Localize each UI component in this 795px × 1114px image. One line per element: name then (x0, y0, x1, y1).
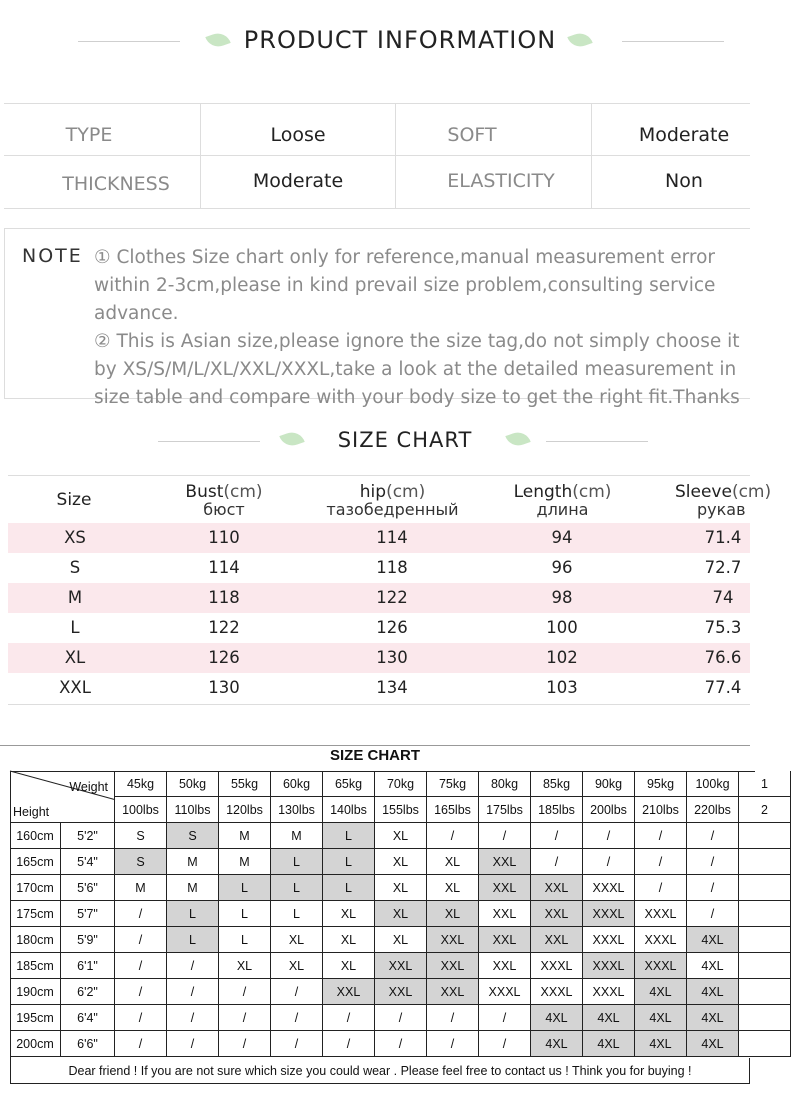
height-axis-label: Height (13, 805, 50, 819)
table-cell: 71.4 (704, 528, 742, 547)
size-cell: XL (271, 953, 323, 979)
size-cell: XXL (531, 875, 583, 901)
table-row (8, 523, 750, 553)
size-cell: / (635, 823, 687, 849)
size-cell: XL (323, 953, 375, 979)
height-ft: 5'4" (61, 849, 115, 875)
col-header-size: Size (56, 490, 92, 510)
size-cell: XXL (375, 979, 427, 1005)
weight-axis-label: Weight (69, 780, 108, 794)
size-cell: / (427, 1031, 479, 1057)
size-cell (739, 1005, 791, 1031)
elasticity-label: ELASTICITY (447, 170, 555, 192)
size-cell: XXL (427, 979, 479, 1005)
soft-value: Moderate (638, 124, 730, 146)
size-cell: 4XL (531, 1031, 583, 1057)
size-cell (739, 823, 791, 849)
size-cell: XXL (375, 953, 427, 979)
soft-label: SOFT (447, 124, 497, 146)
weight-kg-header: 55kg (219, 771, 271, 797)
weight-kg-header: 85kg (531, 771, 583, 797)
size-cell: 4XL (687, 953, 739, 979)
height-ft: 6'1" (61, 953, 115, 979)
size-cell: S (115, 849, 167, 875)
size-cell: L (323, 849, 375, 875)
size-cell: XXXL (583, 953, 635, 979)
size-cell: L (219, 927, 271, 953)
size-cell: / (219, 1005, 271, 1031)
size-cell: 4XL (687, 1031, 739, 1057)
size-cell: / (115, 901, 167, 927)
size-cell: XL (271, 927, 323, 953)
note-line-2: ② This is Asian size,please ignore the size tag,do not simply choose it by XS/S/M/L/XL/XXL/XXXL,take a look at the detailed measurement in size table and compare with your body size to get the right fit.Thanks (94, 331, 740, 408)
size-cell: XXXL (479, 979, 531, 1005)
table-cell: 118 (376, 558, 408, 577)
size-cell: 4XL (635, 979, 687, 1005)
weight-lbs-header: 2 (739, 797, 791, 823)
size-cell: / (271, 1031, 323, 1057)
elasticity-value: Non (665, 170, 703, 192)
height-cm: 185cm (10, 953, 61, 979)
thickness-value: Moderate (252, 170, 344, 192)
height-ft: 5'7" (61, 901, 115, 927)
table-cell: XXL (59, 678, 91, 697)
size-cell: M (115, 875, 167, 901)
size-cell: XL (323, 927, 375, 953)
size-cell: XXXL (583, 979, 635, 1005)
height-cm: 195cm (10, 1005, 61, 1031)
size-cell: 4XL (687, 927, 739, 953)
height-ft: 6'4" (61, 1005, 115, 1031)
size-cell: S (115, 823, 167, 849)
size-cell: XXXL (583, 875, 635, 901)
size-cell: XXL (427, 953, 479, 979)
size-cell: / (271, 979, 323, 1005)
col-header-bust: Bust(cm) бюст (185, 482, 263, 519)
size-cell: / (271, 1005, 323, 1031)
height-cm: 160cm (10, 823, 61, 849)
corner-cell (10, 771, 115, 823)
size-cell: L (271, 875, 323, 901)
note-label: NOTE (22, 245, 83, 267)
divider (78, 41, 180, 42)
size-cell: / (219, 1031, 271, 1057)
size-cell: L (219, 875, 271, 901)
size-cell: L (167, 901, 219, 927)
table-row (8, 643, 750, 673)
size-cell: XXXL (635, 901, 687, 927)
table-cell: M (67, 588, 83, 607)
size-cell: XXL (323, 979, 375, 1005)
size-cell: XXL (531, 927, 583, 953)
size-cell: XXXL (531, 953, 583, 979)
weight-height-chart (10, 771, 768, 1085)
divider (0, 745, 750, 746)
size-cell: L (271, 901, 323, 927)
table-row (8, 613, 750, 643)
size-cell: / (479, 1005, 531, 1031)
note-text (94, 244, 754, 412)
size-cell: / (167, 1031, 219, 1057)
size-cell (739, 875, 791, 901)
table-cell: 114 (208, 558, 240, 577)
table-cell: XS (64, 528, 86, 547)
table-cell: 110 (208, 528, 240, 547)
size-cell: / (323, 1005, 375, 1031)
table-cell: 74 (712, 588, 734, 607)
size-cell: XL (427, 849, 479, 875)
size-cell: / (531, 849, 583, 875)
table-cell: S (69, 558, 81, 577)
size-cell: / (115, 1031, 167, 1057)
section-title: PRODUCT INFORMATION (243, 26, 557, 54)
table-cell: 72.7 (704, 558, 742, 577)
table-row (8, 553, 750, 583)
weight-kg-header: 50kg (167, 771, 219, 797)
weight-kg-header: 45kg (115, 771, 167, 797)
size-cell: / (115, 979, 167, 1005)
size-cell: / (375, 1005, 427, 1031)
weight-chart-title: SIZE CHART (330, 747, 420, 764)
col-header-hip: hip(cm) тазобедренный (326, 482, 459, 519)
table-cell: 122 (208, 618, 240, 637)
size-cell: / (687, 823, 739, 849)
size-cell: L (323, 875, 375, 901)
table-cell: 100 (546, 618, 578, 637)
size-cell: 4XL (687, 1005, 739, 1031)
type-label: TYPE (65, 124, 113, 146)
size-cell: XXL (479, 953, 531, 979)
table-cell: 126 (208, 648, 240, 667)
size-cell: XL (375, 927, 427, 953)
size-cell: / (323, 1031, 375, 1057)
size-cell: M (219, 849, 271, 875)
size-cell: 4XL (583, 1005, 635, 1031)
weight-lbs-header: 200lbs (583, 797, 635, 823)
size-cell: XXL (479, 927, 531, 953)
size-cell: XL (375, 849, 427, 875)
table-cell: 126 (376, 618, 408, 637)
height-cm: 175cm (10, 901, 61, 927)
divider (158, 441, 260, 442)
size-cell: 4XL (583, 1031, 635, 1057)
size-cell: / (167, 979, 219, 1005)
size-cell: 4XL (531, 1005, 583, 1031)
col-header-sleeve: Sleeve(cm) рукав (675, 482, 772, 519)
note-line-1: ① Clothes Size chart only for reference,manual measurement error within 2-3cm,please in kind prevail size problem,consulting service advance. (94, 247, 716, 324)
size-cell: / (687, 849, 739, 875)
weight-lbs-header: 130lbs (271, 797, 323, 823)
weight-kg-header: 65kg (323, 771, 375, 797)
size-cell: / (115, 927, 167, 953)
size-cell: XXL (479, 849, 531, 875)
weight-lbs-header: 140lbs (323, 797, 375, 823)
size-cell: L (219, 901, 271, 927)
size-cell: / (219, 979, 271, 1005)
table-cell: 130 (208, 678, 240, 697)
size-cell: XXL (479, 875, 531, 901)
table-cell: 94 (551, 528, 573, 547)
weight-lbs-header: 175lbs (479, 797, 531, 823)
weight-chart-footer: Dear friend ! If you are not sure which size you could wear . Please feel free to contact us ! Think you for buying ! (10, 1058, 750, 1084)
size-cell: / (167, 1005, 219, 1031)
size-cell: XL (427, 901, 479, 927)
size-cell (739, 849, 791, 875)
height-ft: 5'2" (61, 823, 115, 849)
weight-kg-header: 60kg (271, 771, 323, 797)
height-cm: 165cm (10, 849, 61, 875)
section-title: SIZE CHART (337, 428, 473, 452)
height-ft: 5'9" (61, 927, 115, 953)
table-cell: 122 (376, 588, 408, 607)
weight-kg-header: 95kg (635, 771, 687, 797)
size-cell: / (115, 1005, 167, 1031)
size-cell: M (167, 849, 219, 875)
size-cell: XXL (427, 927, 479, 953)
size-cell (739, 1031, 791, 1057)
size-cell (739, 927, 791, 953)
size-cell: L (323, 823, 375, 849)
size-cell: / (115, 953, 167, 979)
table-row (8, 583, 750, 613)
table-cell: 134 (376, 678, 408, 697)
table-cell: 75.3 (704, 618, 742, 637)
size-cell: / (167, 953, 219, 979)
size-cell (739, 979, 791, 1005)
weight-kg-header: 90kg (583, 771, 635, 797)
table-cell: 96 (551, 558, 573, 577)
table-cell: 77.4 (704, 678, 742, 697)
height-cm: 190cm (10, 979, 61, 1005)
table-cell: 118 (208, 588, 240, 607)
size-cell: S (167, 823, 219, 849)
thickness-label: THICKNESS (62, 173, 170, 195)
table-cell: 130 (376, 648, 408, 667)
height-cm: 170cm (10, 875, 61, 901)
size-cell: / (635, 849, 687, 875)
table-cell: 76.6 (704, 648, 742, 667)
size-cell: M (167, 875, 219, 901)
size-cell: / (583, 849, 635, 875)
size-cell: XL (219, 953, 271, 979)
size-cell: XXXL (531, 979, 583, 1005)
size-cell (739, 953, 791, 979)
size-cell: / (375, 1031, 427, 1057)
size-cell: / (687, 901, 739, 927)
weight-kg-header: 1 (739, 771, 791, 797)
leaf-icon (507, 432, 529, 446)
leaf-icon (569, 33, 591, 47)
size-cell: XXL (479, 901, 531, 927)
divider (622, 41, 724, 42)
size-cell: / (479, 823, 531, 849)
height-cm: 200cm (10, 1031, 61, 1057)
table-cell: L (70, 618, 80, 637)
size-cell: XXXL (583, 927, 635, 953)
table-row (8, 673, 750, 703)
size-cell: XXXL (635, 927, 687, 953)
size-cell: / (635, 875, 687, 901)
size-cell: / (479, 1031, 531, 1057)
leaf-icon (281, 432, 303, 446)
type-value: Loose (270, 124, 326, 146)
size-cell: XXL (531, 901, 583, 927)
product-info-table (4, 103, 750, 209)
table-cell: 114 (376, 528, 408, 547)
table-cell: XL (64, 648, 86, 667)
weight-lbs-header: 110lbs (167, 797, 219, 823)
height-ft: 6'6" (61, 1031, 115, 1057)
size-cell: 4XL (635, 1005, 687, 1031)
col-header-length: Length(cm) длина (513, 482, 612, 519)
weight-kg-header: 70kg (375, 771, 427, 797)
size-cell: 4XL (635, 1031, 687, 1057)
size-cell: XL (427, 875, 479, 901)
height-cm: 180cm (10, 927, 61, 953)
size-cell: / (427, 1005, 479, 1031)
size-cell: L (167, 927, 219, 953)
size-cell: XL (323, 901, 375, 927)
table-cell: 98 (551, 588, 573, 607)
size-cell: L (271, 849, 323, 875)
size-cell: / (687, 875, 739, 901)
size-cell: / (427, 823, 479, 849)
size-cell: 4XL (687, 979, 739, 1005)
weight-kg-header: 80kg (479, 771, 531, 797)
weight-lbs-header: 185lbs (531, 797, 583, 823)
size-cell: M (271, 823, 323, 849)
divider (8, 704, 750, 705)
size-cell: XXXL (583, 901, 635, 927)
divider (546, 441, 648, 442)
size-cell: XL (375, 901, 427, 927)
size-cell: XL (375, 823, 427, 849)
weight-lbs-header: 155lbs (375, 797, 427, 823)
divider (8, 475, 750, 476)
table-cell: 102 (546, 648, 578, 667)
size-cell: M (219, 823, 271, 849)
leaf-icon (207, 33, 229, 47)
size-cell (739, 901, 791, 927)
size-cell: XXXL (635, 953, 687, 979)
height-ft: 6'2" (61, 979, 115, 1005)
weight-lbs-header: 220lbs (687, 797, 739, 823)
size-cell: XL (375, 875, 427, 901)
weight-lbs-header: 210lbs (635, 797, 687, 823)
height-ft: 5'6" (61, 875, 115, 901)
weight-lbs-header: 100lbs (115, 797, 167, 823)
weight-kg-header: 100kg (687, 771, 739, 797)
size-cell: / (531, 823, 583, 849)
size-cell: / (583, 823, 635, 849)
table-cell: 103 (546, 678, 578, 697)
weight-lbs-header: 120lbs (219, 797, 271, 823)
weight-lbs-header: 165lbs (427, 797, 479, 823)
weight-kg-header: 75kg (427, 771, 479, 797)
